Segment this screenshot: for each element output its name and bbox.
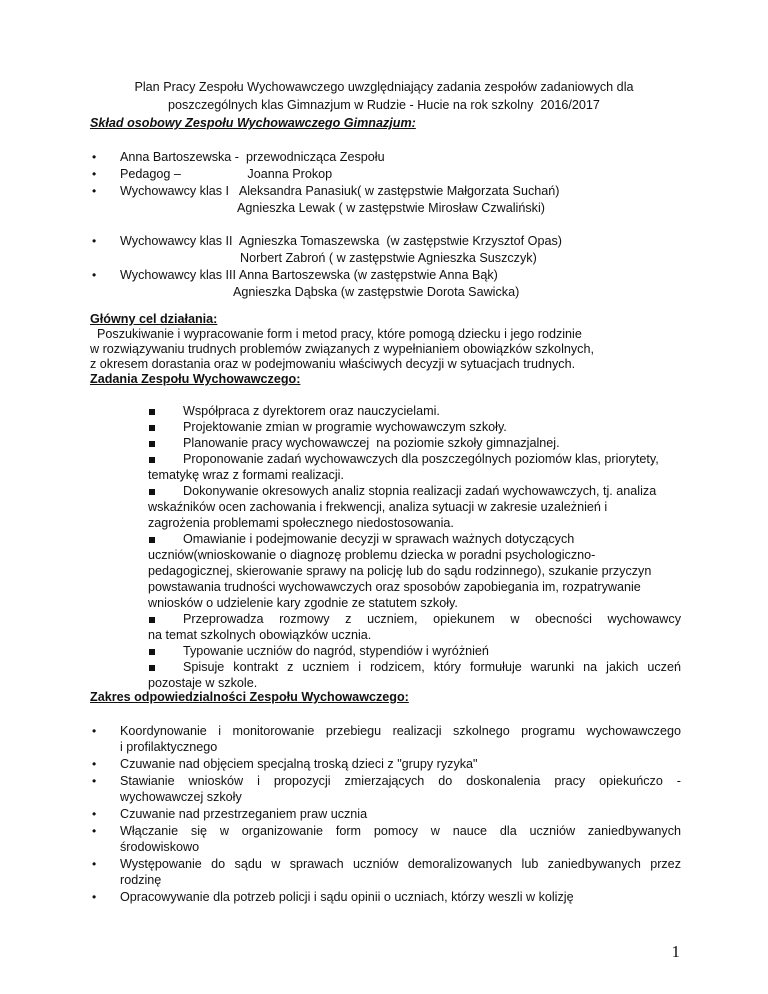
zadania-item-continuation: tematykę wraz z formami realizacji. [148, 468, 344, 482]
zadania-item-continuation: pozostaje w szkole. [148, 676, 258, 690]
zakres-item: Włączanie się w organizowanie form pomocy w nauce dla uczniów zaniedbywanych [120, 824, 681, 838]
square-bullet-icon [149, 441, 155, 447]
zadania-item: Typowanie uczniów do nagród, stypendiów i wyróżnień [183, 644, 489, 658]
bullet-icon: • [92, 807, 97, 821]
zadania-item: Współpraca z dyrektorem oraz nauczycielami. [183, 404, 440, 418]
sklad-item-continuation: Agnieszka Dąbska (w zastępstwie Dorota Sawicka) [233, 285, 520, 299]
bullet-icon: • [92, 890, 97, 904]
zadania-item: Planowanie pracy wychowawczej na poziomie szkoły gimnazjalnej. [183, 436, 560, 450]
bullet-icon: • [92, 857, 97, 871]
square-bullet-icon [149, 537, 155, 543]
zakres-item: Koordynowanie i monitorowanie przebiegu realizacji szkolnego programu wychowawczego [120, 724, 681, 738]
zadania-item-continuation: uczniów(wnioskowanie o diagnozę problemu dziecka w poradni psychologiczno- [148, 548, 596, 562]
zakres-item: Stawianie wniosków i propozycji zmierzających do doskonalenia pracy opiekuńczo - [120, 774, 681, 788]
bullet-icon: • [92, 774, 97, 788]
zakres-item: Występowanie do sądu w sprawach uczniów demoralizowanych lub zaniedbywanych przez [120, 857, 681, 871]
sklad-item: Wychowawcy klas II Agnieszka Tomaszewska (w zastępstwie Krzysztof Opas) [120, 234, 562, 248]
bullet-icon: • [92, 167, 97, 181]
square-bullet-icon [149, 665, 155, 671]
zadania-item: Przeprowadza rozmowy z uczniem, opiekunem w obecności wychowawcy [183, 612, 681, 626]
cel-heading: Główny cel działania: [90, 312, 218, 326]
sklad-item-continuation: Norbert Zabroń ( w zastępstwie Agnieszka Suszczyk) [240, 251, 537, 265]
zadania-item: Proponowanie zadań wychowawczych dla poszczególnych poziomów klas, priorytety, [183, 452, 659, 466]
zadania-item: Projektowanie zmian w programie wychowawczym szkoły. [183, 420, 507, 434]
square-bullet-icon [149, 489, 155, 495]
zadania-heading: Zadania Zespołu Wychowawczego: [90, 372, 301, 386]
square-bullet-icon [149, 649, 155, 655]
bullet-icon: • [92, 184, 97, 198]
square-bullet-icon [149, 457, 155, 463]
zadania-item: Dokonywanie okresowych analiz stopnia realizacji zadań wychowawczych, tj. analiza [183, 484, 657, 498]
zakres-item: Czuwanie nad przestrzeganiem praw ucznia [120, 807, 368, 821]
zadania-item-continuation: pedagogicznej, skierowanie sprawy na policję lub do sądu rodzinnego), szukanie przyczyn [148, 564, 652, 578]
document-title-line-1: Plan Pracy Zespołu Wychowawczego uwzględniający zadania zespołów zadaniowych dla [134, 80, 634, 94]
zakres-item-continuation: i profilaktycznego [120, 740, 218, 754]
square-bullet-icon [149, 617, 155, 623]
sklad-item: Anna Bartoszewska - przewodnicząca Zespołu [120, 150, 385, 164]
cel-line: z okresem dorastania oraz w podejmowaniu właściwych decyzji w sytuacjach trudnych. [90, 357, 576, 371]
bullet-icon: • [92, 150, 97, 164]
bullet-icon: • [92, 757, 97, 771]
sklad-item: Wychowawcy klas III Anna Bartoszewska (w zastępstwie Anna Bąk) [120, 268, 498, 282]
bullet-icon: • [92, 268, 97, 282]
zakres-item-continuation: wychowawczej szkoły [120, 790, 242, 804]
cel-line: Poszukiwanie i wypracowanie form i metod pracy, które pomogą dziecku i jego rodzinie [90, 327, 582, 341]
sklad-item-continuation: Agnieszka Lewak ( w zastępstwie Mirosław Czwaliński) [237, 201, 545, 215]
zadania-item-continuation: na temat szkolnych obowiązków ucznia. [148, 628, 372, 642]
zadania-item: Omawianie i podejmowanie decyzji w sprawach ważnych dotyczących [183, 532, 575, 546]
square-bullet-icon [149, 409, 155, 415]
zakres-item: Opracowywanie dla potrzeb policji i sądu opinii o uczniach, którzy weszli w kolizję [120, 890, 574, 904]
zadania-item: Spisuje kontrakt z uczniem i rodzicem, który formułuje warunki na jakich uczeń [183, 660, 681, 674]
zakres-item-continuation: środowiskowo [120, 840, 200, 854]
bullet-icon: • [92, 824, 97, 838]
sklad-item: Wychowawcy klas I Aleksandra Panasiuk( w zastępstwie Małgorzata Suchań) [120, 184, 560, 198]
bullet-icon: • [92, 234, 97, 248]
page-number: 1 [671, 942, 680, 961]
zakres-item: Czuwanie nad objęciem specjalną troską dzieci z "grupy ryzyka" [120, 757, 478, 771]
zadania-item-continuation: powstawania trudności wychowawczych oraz sposobów zapobiegania im, rozpatrywanie [148, 580, 641, 594]
sklad-heading: Skład osobowy Zespołu Wychowawczego Gimnazjum: [90, 116, 416, 130]
zadania-item-continuation: wskaźników ocen zachowania i frekwencji, analiza sytuacji w zakresie uzależnień i [148, 500, 608, 514]
cel-line: w rozwiązywaniu trudnych problemów związanych z wypełnianiem obowiązków szkolnych, [90, 342, 594, 356]
sklad-item: Pedagog – Joanna Prokop [120, 167, 333, 181]
zadania-item-continuation: zagrożenia problemami społecznego niedostosowania. [148, 516, 454, 530]
square-bullet-icon [149, 425, 155, 431]
zakres-item-continuation: rodzinę [120, 873, 162, 887]
zakres-heading: Zakres odpowiedzialności Zespołu Wychowawczego: [90, 690, 409, 704]
bullet-icon: • [92, 724, 97, 738]
document-title-line-2: poszczególnych klas Gimnazjum w Rudzie - Hucie na rok szkolny 2016/2017 [168, 98, 600, 112]
zadania-item-continuation: wniosków o udzielenie kary zgodnie ze statutem szkoły. [148, 596, 458, 610]
